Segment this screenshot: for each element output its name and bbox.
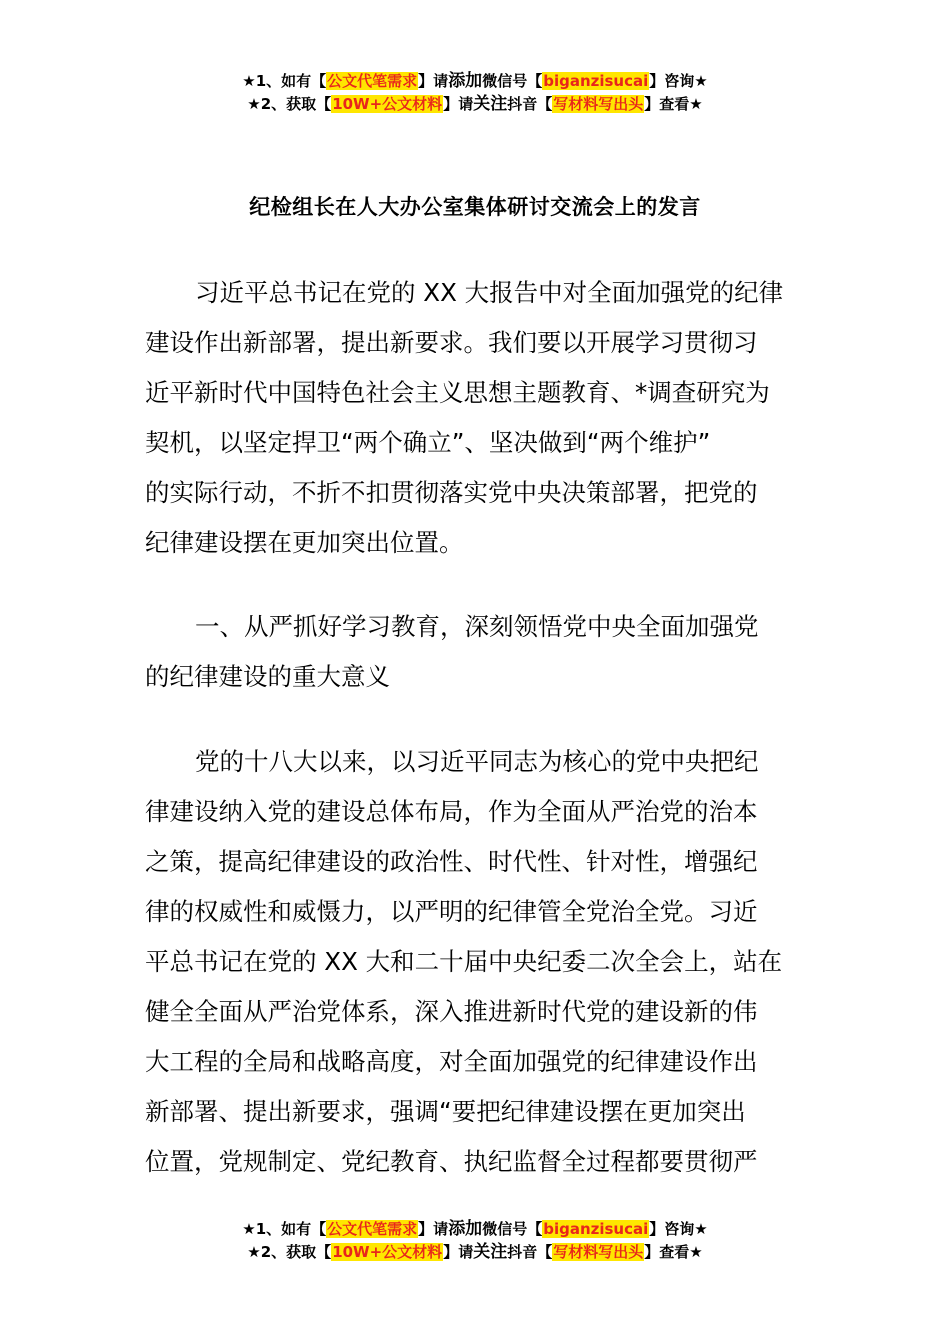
banner-text: 】查看★: [644, 1243, 703, 1261]
banner-text: 】咨询★: [649, 72, 708, 90]
banner-text: 】请: [443, 95, 474, 113]
banner-text: 】请: [418, 1220, 449, 1238]
banner-highlight: 公文代笔需求: [327, 72, 418, 90]
paragraph-line: 的实际行动，不折不扣贯彻落实党中央决策部署，把党的: [145, 478, 758, 507]
paragraph-line: 习近平总书记在党的 XX 大报告中对全面加强党的纪律: [195, 278, 784, 307]
banner-text: 微信号【: [482, 1220, 543, 1238]
banner-emphasis: 添加: [448, 1219, 483, 1239]
paragraph-line: 健全全面从严治党体系，深入推进新时代党的建设新的伟: [145, 997, 758, 1026]
banner-emphasis: 关注: [473, 94, 508, 114]
paragraph-intro: [145, 268, 810, 568]
banner-text: ★1、如有【: [242, 72, 327, 90]
banner-emphasis: 关注: [473, 1242, 508, 1262]
heading-line: 的纪律建设的重大意义: [145, 662, 390, 691]
paragraph-line: 之策，提高纪律建设的政治性、时代性、针对性，增强纪: [145, 847, 758, 876]
paragraph-line: 党的十八大以来，以习近平同志为核心的党中央把纪: [195, 747, 759, 776]
banner-text: 抖音【: [507, 95, 553, 113]
footer-banner-line-2: [0, 1241, 950, 1264]
paragraph-line: 契机，以坚定捍卫“两个确立”、坚决做到“两个维护”: [145, 428, 711, 457]
header-banner: [0, 70, 950, 116]
header-banner-line-2: [0, 93, 950, 116]
banner-text: ★2、获取【: [247, 1243, 332, 1261]
paragraph-line: 大工程的全局和战略高度，对全面加强党的纪律建设作出: [145, 1047, 758, 1076]
paragraph-line: 近平新时代中国特色社会主义思想主题教育、*调查研究为: [145, 378, 770, 407]
section-heading-1: [145, 602, 810, 702]
banner-text: 】请: [443, 1243, 474, 1261]
paragraph-line: 纪律建设摆在更加突出位置。: [145, 528, 464, 557]
paragraph-line: 律的权威性和威慑力，以严明的纪律管全党治全党。习近: [145, 897, 758, 926]
paragraph-line: 律建设纳入党的建设总体布局，作为全面从严治党的治本: [145, 797, 758, 826]
banner-text: 】查看★: [644, 95, 703, 113]
document-title: 纪检组长在人大办公室集体研讨交流会上的发言: [249, 195, 701, 219]
banner-text: 】咨询★: [649, 1220, 708, 1238]
banner-text: 】请: [418, 72, 449, 90]
banner-text: ★2、获取【: [247, 95, 332, 113]
banner-highlight: 写材料写出头: [553, 95, 644, 113]
footer-banner-line-1: [0, 1218, 950, 1241]
footer-banner: [0, 1218, 950, 1264]
banner-highlight: biganzisucai: [543, 72, 649, 90]
banner-text: ★1、如有【: [242, 1220, 327, 1238]
banner-text: 抖音【: [507, 1243, 553, 1261]
banner-text: 微信号【: [482, 72, 543, 90]
banner-highlight: 10W+公文材料: [332, 1243, 443, 1261]
paragraph-line: 平总书记在党的 XX 大和二十届中央纪委二次全会上，站在: [145, 947, 783, 976]
header-banner-line-1: [0, 70, 950, 93]
banner-highlight: biganzisucai: [543, 1220, 649, 1238]
banner-highlight: 公文代笔需求: [327, 1220, 418, 1238]
paragraph-body: [145, 737, 810, 1187]
heading-line: 一、从严抓好学习教育，深刻领悟党中央全面加强党: [195, 612, 759, 641]
banner-highlight: 10W+公文材料: [332, 95, 443, 113]
paragraph-line: 新部署、提出新要求，强调“要把纪律建设摆在更加突出: [145, 1097, 746, 1126]
paragraph-line: 位置，党规制定、党纪教育、执纪监督全过程都要贯彻严: [145, 1147, 758, 1176]
banner-highlight: 写材料写出头: [553, 1243, 644, 1261]
paragraph-line: 建设作出新部署，提出新要求。我们要以开展学习贯彻习: [145, 328, 758, 357]
banner-emphasis: 添加: [448, 71, 483, 91]
